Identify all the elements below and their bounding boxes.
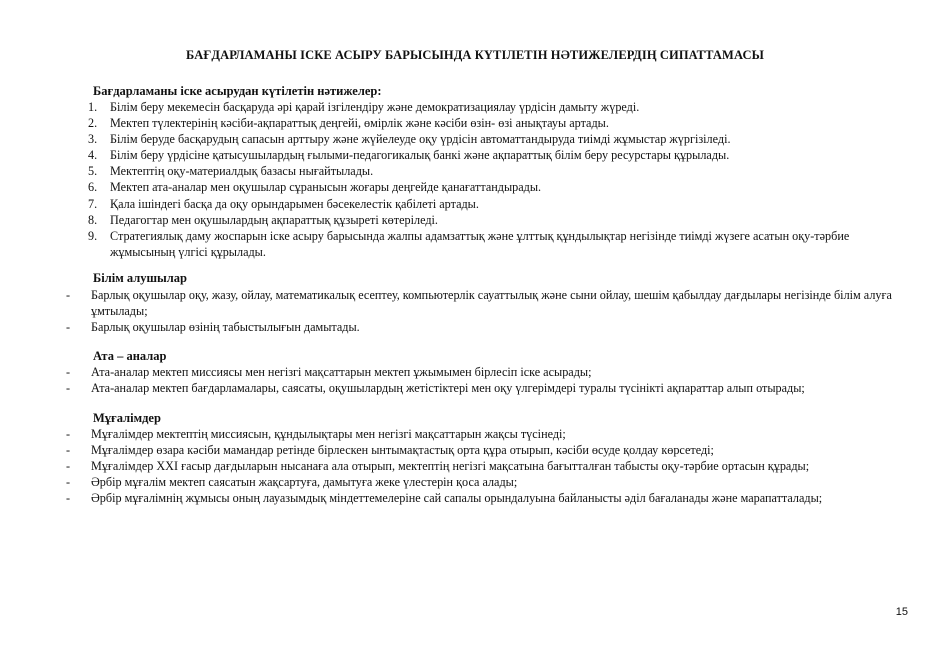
teachers-heading: Мұғалімдер: [93, 411, 161, 425]
item-number: 3.: [88, 132, 98, 147]
list-item: [88, 212, 888, 228]
item-text: Әрбір мұғалімнің жұмысы оның лауазымдық міндеттемелеріне сай сапалы орындалуына байланысты әділ бағаланады және марапатталады;: [91, 491, 823, 506]
list-item: [88, 131, 888, 147]
item-text: Қала ішіндегі басқа да оқу орындарымен бәсекелестік қабілеті артады.: [110, 196, 479, 211]
parents-heading: Ата – аналар: [93, 349, 167, 363]
list-item: [66, 490, 916, 506]
item-text: Стратегиялық даму жоспарын іске асыру барысында жалпы адамзаттық және ұлттық құндылықтар негізінде тиімді жүзеге асатын оқу-тәрбие жұмысының үлгісі құрылады.: [110, 228, 850, 259]
item-text: Мұғалімдер XXI ғасыр дағдыларын нысанаға ала отырып, мектептің негізгі мақсатына бағытталған табысты оқу-тәрбие ортасын құрады;: [91, 459, 810, 474]
item-text: Мұғалімдер өзара кәсіби мамандар ретінде бірлескен ынтымақтастық орта құра отырып, кәсіби өсуде қолдау көрсетеді;: [91, 443, 714, 458]
item-text: Мектеп ата-аналар мен оқушылар сұранысын жоғары деңгейде қанағаттандырады.: [110, 180, 542, 195]
item-number: 6.: [88, 180, 98, 195]
list-item: [66, 380, 916, 396]
item-text: Әрбір мұғалім мектеп саясатын жақсартуға, дамытуға жеке үлестерін қоса алады;: [91, 475, 518, 490]
list-item: [88, 179, 888, 195]
list-item: [88, 99, 888, 115]
bullet-dash: -: [66, 381, 71, 396]
students-heading: Білім алушылар: [93, 271, 188, 285]
item-text: Мектептің оқу-материалдық базасы нығайтылады.: [110, 164, 374, 179]
list-item: [66, 364, 916, 380]
list-item: [66, 319, 916, 335]
item-number: 2.: [88, 116, 98, 131]
bullet-dash: -: [66, 475, 71, 490]
results-heading: Бағдарламаны іске асырудан күтілетін нәтижелер:: [93, 84, 382, 98]
list-item: [66, 458, 916, 474]
bullet-dash: -: [66, 365, 71, 379]
bullet-dash: -: [66, 288, 71, 302]
item-text: Білім беруде басқарудың сапасын арттыру және жүйелеуде оқу үрдісін автоматтандыруда тиімді жұмыстар жүргізіледі.: [110, 132, 731, 147]
list-item: [88, 196, 888, 212]
item-text: Ата-аналар мектеп миссиясы мен негізгі мақсаттарын мектеп ұжымымен бірлесіп іске асырады;: [91, 365, 592, 379]
item-text: Мектеп түлектерінің кәсіби-ақпараттық деңгейі, өмірлік және кәсіби өзін- өзі анықтауы артады.: [110, 116, 609, 131]
list-item: [88, 147, 888, 163]
teachers-list: [66, 426, 916, 506]
bullet-dash: -: [66, 427, 71, 441]
list-item: [66, 426, 916, 442]
students-list: [66, 287, 916, 335]
results-list: [88, 99, 888, 260]
page-title: БАҒДАРЛАМАНЫ ІСКЕ АСЫРУ БАРЫСЫНДА КҮТІЛЕТІН НӘТИЖЕЛЕРДІҢ СИПАТТАМАСЫ: [186, 48, 764, 62]
bullet-dash: -: [66, 443, 71, 458]
bullet-dash: -: [66, 459, 71, 474]
item-text: Педагогтар мен оқушылардың ақпараттық құзыреті көтеріледі.: [110, 212, 438, 227]
item-text: Барлық оқушылар өзінің табыстылығын дамытады.: [91, 320, 360, 335]
item-number: 7.: [88, 196, 98, 211]
list-item: [66, 474, 916, 490]
page-number: 15: [895, 606, 908, 618]
list-item: [66, 442, 916, 458]
item-number: 5.: [88, 164, 98, 179]
item-text: Ата-аналар мектеп бағдарламалары, саясаты, оқушылардың жетістіктері мен оқу үлгерімдері туралы түсінікті ақпараттар алып отырады;: [91, 381, 805, 396]
item-text: Білім беру үрдісіне қатысушылардың ғылыми-педагогикалық банкі және ақпараттық білім беру ресурстары құрылады.: [110, 148, 730, 163]
bullet-dash: -: [66, 320, 71, 335]
item-text: Білім беру мекемесін басқаруда әрі қарай ізгілендіру және демократизациялау үрдісін дамыту жүреді.: [110, 100, 640, 114]
bullet-dash: -: [66, 491, 71, 506]
item-text: Барлық оқушылар оқу, жазу, ойлау, математикалық есептеу, компьютерлік сауаттылық және сыни ойлау, шешім қабылдау дағдылары негізінде білім алуға ұмтылады;: [91, 288, 892, 319]
list-item: [88, 163, 888, 179]
list-item: [88, 228, 888, 260]
item-number: 8.: [88, 212, 98, 227]
parents-list: [66, 364, 916, 396]
item-text: Мұғалімдер мектептің миссиясын, құндылықтары мен негізгі мақсаттарын жақсы түсінеді;: [91, 427, 566, 441]
item-number: 1.: [88, 100, 98, 114]
item-number: 9.: [88, 228, 98, 243]
list-item: [66, 287, 916, 319]
list-item: [88, 115, 888, 131]
item-number: 4.: [88, 148, 98, 163]
